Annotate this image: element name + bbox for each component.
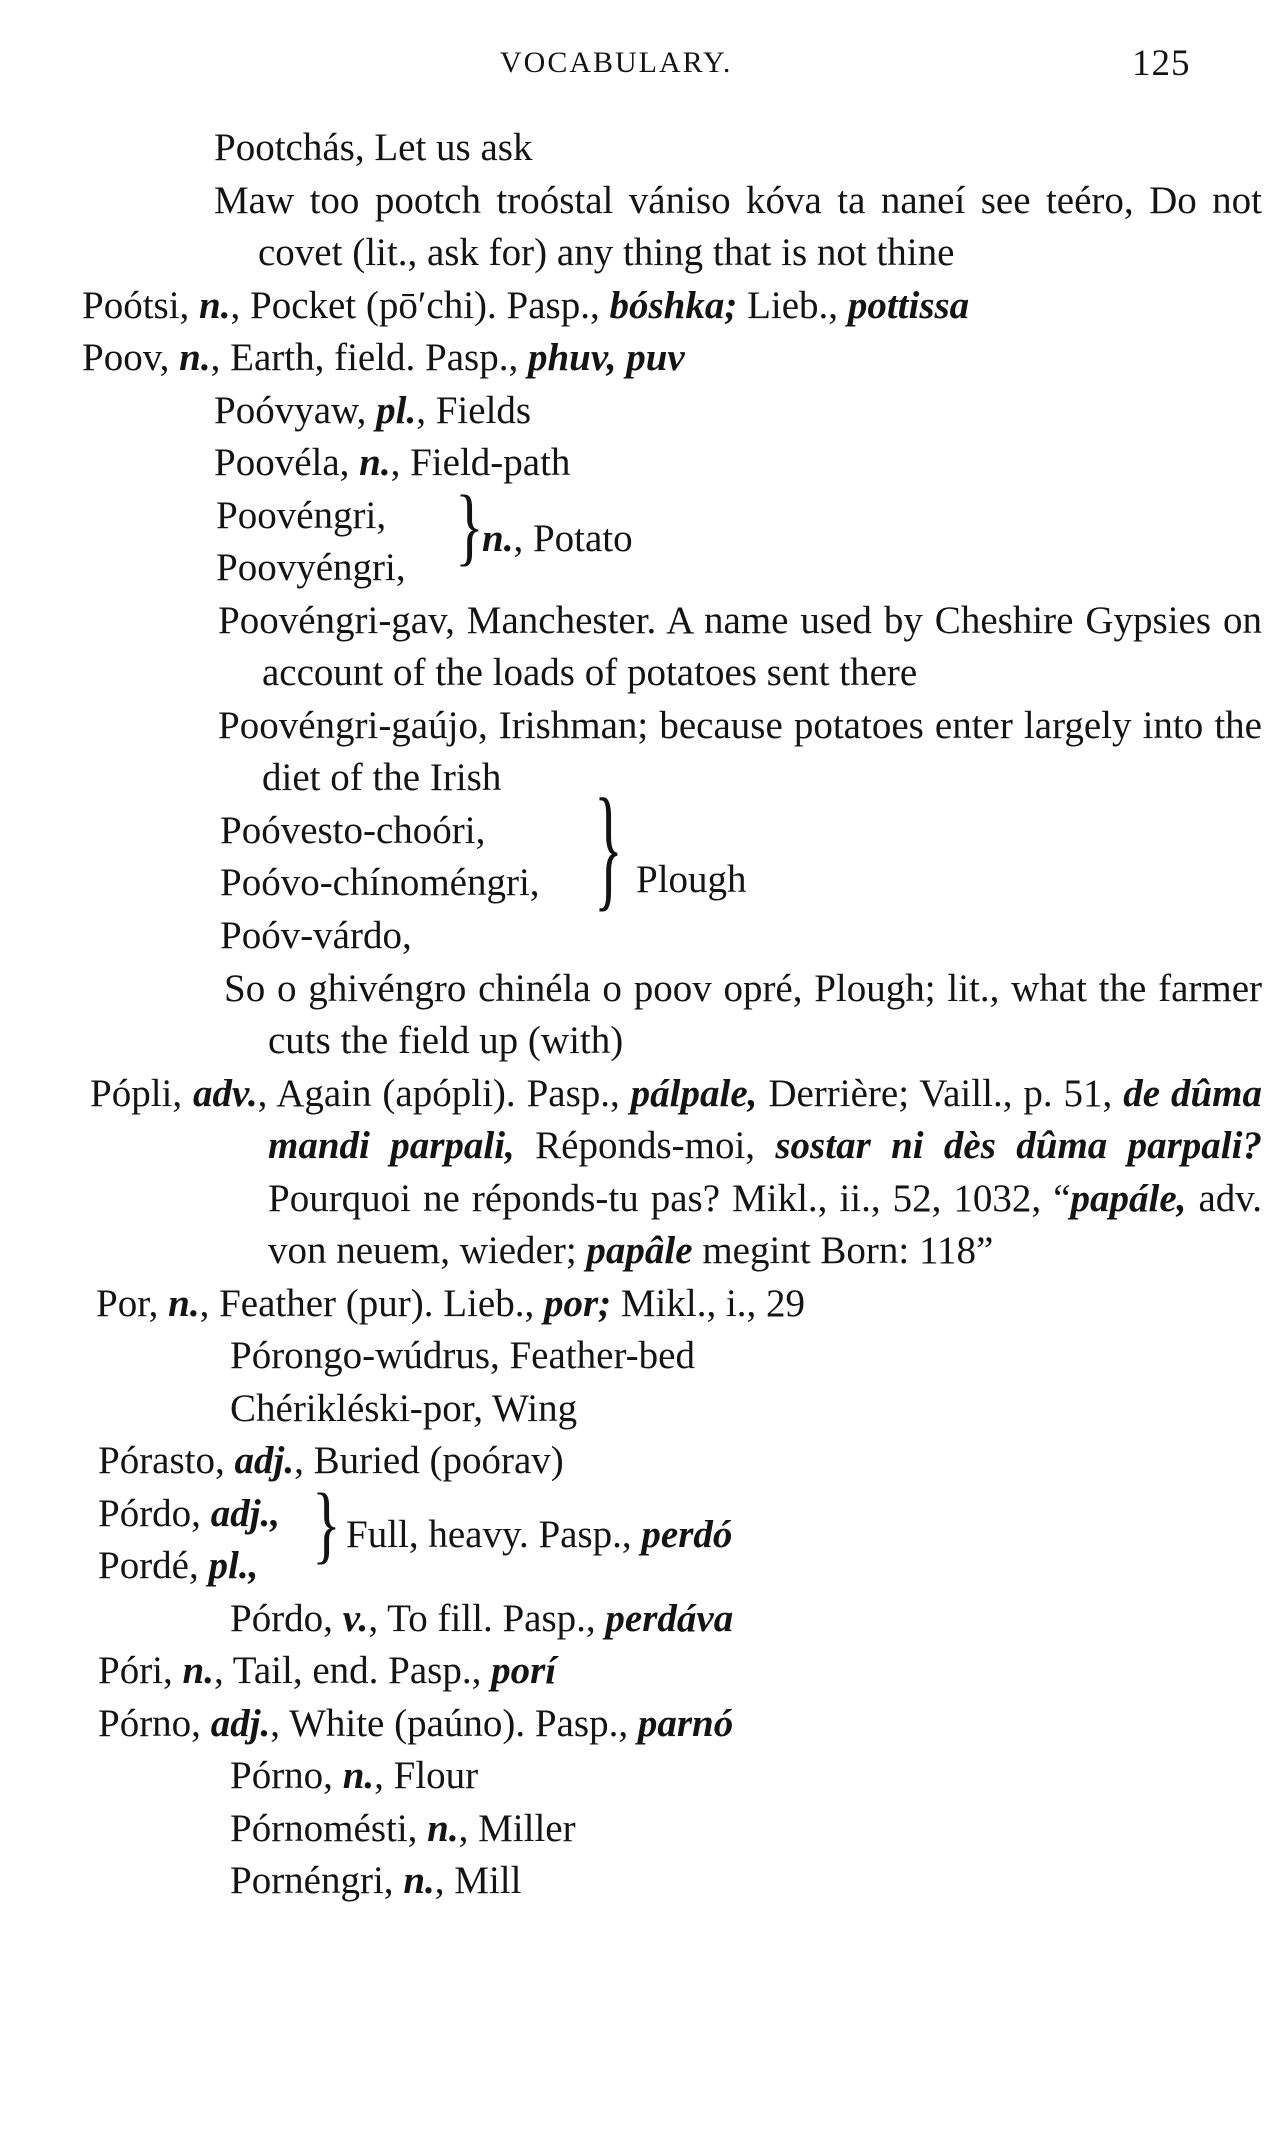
entry-cherikleski-por: Chérikléski-por, Wing bbox=[230, 1386, 578, 1430]
potato-gloss: n., Potato bbox=[482, 516, 633, 560]
curly-brace-icon: } bbox=[455, 477, 484, 574]
entry-porno-flour: Pórno, n., Flour bbox=[230, 1754, 479, 1797]
entry-poovyaw: Poóvyaw, pl., Fields bbox=[214, 388, 532, 432]
entry-pornengri: Pornéngri, n., Mill bbox=[230, 1859, 522, 1902]
entry-pootsi: Poótsi, n., Pocket (pō′chi). Pasp., bóshka; Lieb., pottissa bbox=[82, 283, 970, 327]
entry-porasto: Pórasto, adj., Buried (poórav) bbox=[98, 1439, 564, 1482]
term-porde-pl: Pordé, pl., bbox=[98, 1544, 259, 1587]
curly-brace-icon: } bbox=[312, 1475, 341, 1572]
entry-por: Por, n., Feather (pur). Lieb., por; Mikl., i., 29 bbox=[96, 1281, 806, 1325]
term-poovo-chinomengri: Poóvo-chínoméngri, bbox=[220, 861, 540, 904]
entry-pootchas: Pootchás, Let us ask bbox=[214, 126, 533, 169]
entry-pordo-group bbox=[0, 1475, 1278, 1593]
pordo-gloss: Full, heavy. Pasp., perdó bbox=[346, 1512, 733, 1556]
running-header bbox=[0, 40, 1278, 100]
entry-plough-group bbox=[0, 770, 1278, 963]
page-number: 125 bbox=[1132, 43, 1191, 84]
entry-poovela: Poovéla, n., Field-path bbox=[214, 441, 571, 484]
entry-pordo-verb: Pórdo, v., To fill. Pasp., perdáva bbox=[230, 1596, 734, 1640]
entry-porongo-wudrus: Pórongo-wúdrus, Feather-bed bbox=[230, 1334, 695, 1377]
term-poov-vardo: Poóv-várdo, bbox=[220, 913, 412, 957]
entry-maw-too: Maw too pootch troóstal vániso kóva ta naneí see teéro, Do not covet (lit., ask for) any thing that is not thine bbox=[214, 178, 1262, 274]
running-title: VOCABULARY. bbox=[500, 46, 733, 79]
plough-gloss: Plough bbox=[636, 857, 747, 901]
entry-porno: Pórno, adj., White (paúno). Pasp., parnó bbox=[98, 1701, 734, 1745]
curly-brace-icon: } bbox=[594, 770, 623, 923]
entry-so-o-ghivengro: So o ghivéngro chinéla o poov opré, Plough; lit., what the farmer cuts the field up (with) bbox=[224, 966, 1262, 1062]
term-poovengri: Poovéngri, bbox=[216, 493, 387, 537]
term-poovesto-choori: Poóvesto-choóri, bbox=[220, 808, 486, 852]
entry-pori: Póri, n., Tail, end. Pasp., porí bbox=[98, 1649, 557, 1692]
vocabulary-entries bbox=[0, 122, 1278, 1908]
entry-poovengri-gaujo: Poovéngri-gaújo, Irishman; because potatoes enter largely into the diet of the Irish bbox=[218, 703, 1262, 799]
entry-potato-group bbox=[0, 477, 1278, 595]
entry-pornomesti: Pórnomésti, n., Miller bbox=[230, 1806, 576, 1850]
entry-poov: Poov, n., Earth, field. Pasp., phuv, puv bbox=[82, 336, 685, 379]
term-pordo-adj: Pórdo, adj., bbox=[98, 1491, 281, 1535]
entry-popli: Pópli, adv., Again (apópli). Pasp., pálpale, Derrière; Vaill., p. 51, de dûma mandi parpali, Réponds-moi, sostar ni dès dûma parpali? Pourquoi ne réponds-tu pas? Mikl., ii., 52, 1032, “papále, adv. von neuem, wieder; papâle megint Born: 118” bbox=[90, 1071, 1262, 1272]
term-poovyengri: Poovyéngri, bbox=[216, 546, 406, 589]
entry-poovengri-gav: Poovéngri-gav, Manchester. A name used by Cheshire Gypsies on account of the loads of potatoes sent there bbox=[218, 598, 1262, 694]
